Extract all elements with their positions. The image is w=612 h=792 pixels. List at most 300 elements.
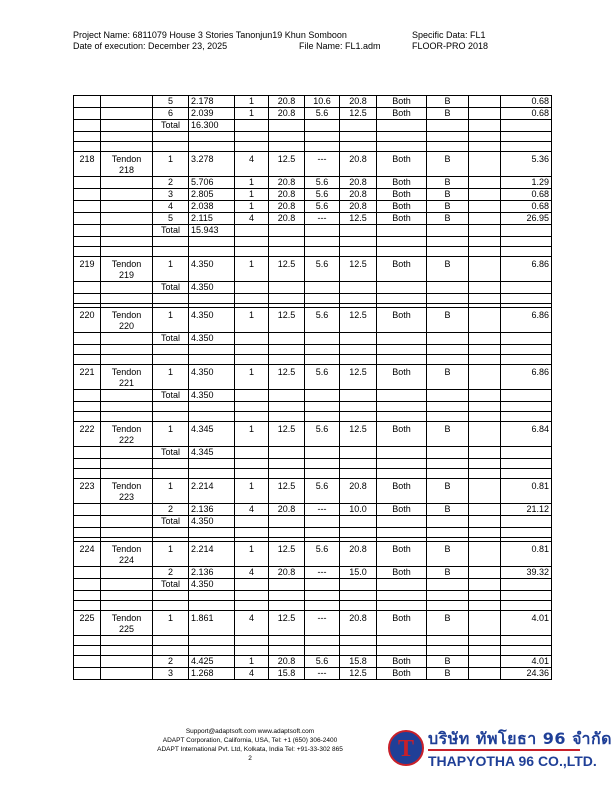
tendon-number [74, 656, 101, 668]
span-length: 1.268 [189, 668, 235, 680]
tendon-label [101, 225, 153, 237]
span-number [153, 247, 189, 257]
height-mid [305, 390, 340, 402]
span-length: 4.350 [189, 516, 235, 528]
system-type [427, 345, 469, 355]
spacer-row [74, 412, 552, 422]
blank-cell [469, 96, 501, 108]
system-type [427, 142, 469, 152]
span-number: 1 [153, 257, 189, 282]
span-length [189, 237, 235, 247]
anchor-type [377, 282, 427, 294]
blank-cell [469, 542, 501, 567]
tendon-number [74, 646, 101, 656]
value-cell [501, 646, 552, 656]
height-right [340, 412, 377, 422]
tendon-number: 222 [74, 422, 101, 447]
span-length [189, 294, 235, 304]
system-type [427, 579, 469, 591]
blank-cell [469, 591, 501, 601]
blank-cell [469, 447, 501, 459]
footer-usa-line: ADAPT Corporation, California, USA, Tel: +1 (650) 306-2400 [162, 737, 338, 744]
logo-emblem-icon [388, 730, 424, 766]
height-mid [305, 282, 340, 294]
tendon-label: Tendon 224 [101, 542, 153, 567]
table-row [74, 333, 552, 345]
height-mid: 5.6 [305, 542, 340, 567]
tendon-label [101, 120, 153, 132]
tendon-number [74, 213, 101, 225]
height-left [269, 579, 305, 591]
tendon-label [101, 601, 153, 611]
spacer-row [74, 355, 552, 365]
anchor-type [377, 294, 427, 304]
height-mid [305, 646, 340, 656]
profile-type [235, 294, 269, 304]
height-right: 10.0 [340, 504, 377, 516]
spacer-row [74, 528, 552, 538]
profile-type: 1 [235, 365, 269, 390]
table-row [74, 390, 552, 402]
profile-type: 1 [235, 656, 269, 668]
anchor-type [377, 142, 427, 152]
anchor-type [377, 601, 427, 611]
anchor-type: Both [377, 668, 427, 680]
value-cell: 6.84 [501, 422, 552, 447]
system-type: B [427, 257, 469, 282]
blank-cell [469, 108, 501, 120]
blank-cell [469, 579, 501, 591]
system-type [427, 237, 469, 247]
height-left [269, 294, 305, 304]
anchor-type [377, 333, 427, 345]
tendon-number: 223 [74, 479, 101, 504]
system-type [427, 459, 469, 469]
system-type: B [427, 213, 469, 225]
value-cell: 0.81 [501, 542, 552, 567]
value-cell [501, 591, 552, 601]
blank-cell [469, 247, 501, 257]
height-left: 20.8 [269, 108, 305, 120]
height-right: 15.8 [340, 656, 377, 668]
system-type: B [427, 201, 469, 213]
profile-type [235, 247, 269, 257]
spacer-row [74, 469, 552, 479]
span-number: Total [153, 282, 189, 294]
height-right: 12.5 [340, 308, 377, 333]
profile-type [235, 142, 269, 152]
height-left [269, 333, 305, 345]
height-mid [305, 355, 340, 365]
blank-cell [469, 120, 501, 132]
profile-type: 4 [235, 668, 269, 680]
tendon-label: Tendon 220 [101, 308, 153, 333]
height-left: 12.5 [269, 611, 305, 636]
tendon-label [101, 579, 153, 591]
table-row [74, 108, 552, 120]
height-left [269, 636, 305, 646]
tendon-number: 221 [74, 365, 101, 390]
height-left [269, 601, 305, 611]
span-number [153, 294, 189, 304]
tendon-label: Tendon 221 [101, 365, 153, 390]
system-type: B [427, 656, 469, 668]
height-left [269, 225, 305, 237]
anchor-type [377, 402, 427, 412]
tendon-label [101, 294, 153, 304]
span-length [189, 402, 235, 412]
height-left: 20.8 [269, 213, 305, 225]
software-version-line: FLOOR-PRO 2018 [412, 41, 489, 51]
system-type: B [427, 611, 469, 636]
value-cell [501, 345, 552, 355]
blank-cell [469, 333, 501, 345]
anchor-type [377, 345, 427, 355]
height-mid: 5.6 [305, 189, 340, 201]
blank-cell [469, 294, 501, 304]
span-number [153, 646, 189, 656]
height-right: 20.8 [340, 611, 377, 636]
profile-type: 4 [235, 152, 269, 177]
value-cell: 0.68 [501, 189, 552, 201]
anchor-type [377, 591, 427, 601]
span-length: 4.350 [189, 333, 235, 345]
height-right: 20.8 [340, 201, 377, 213]
tendon-label: Tendon 218 [101, 152, 153, 177]
height-right [340, 120, 377, 132]
tendon-number [74, 412, 101, 422]
blank-cell [469, 142, 501, 152]
profile-type: 1 [235, 96, 269, 108]
height-mid [305, 469, 340, 479]
blank-cell [469, 189, 501, 201]
height-mid: 5.6 [305, 422, 340, 447]
span-number [153, 237, 189, 247]
height-mid: 5.6 [305, 656, 340, 668]
spacer-row [74, 294, 552, 304]
span-length: 3.278 [189, 152, 235, 177]
span-number: 5 [153, 96, 189, 108]
tendon-label [101, 282, 153, 294]
tendon-number [74, 504, 101, 516]
tendon-label: Tendon 223 [101, 479, 153, 504]
blank-cell [469, 469, 501, 479]
span-length: 16.300 [189, 120, 235, 132]
spacer-row [74, 247, 552, 257]
height-right [340, 333, 377, 345]
blank-cell [469, 528, 501, 538]
tendon-label: Tendon 219 [101, 257, 153, 282]
profile-type [235, 601, 269, 611]
height-left: 12.5 [269, 308, 305, 333]
system-type: B [427, 668, 469, 680]
span-number: 3 [153, 668, 189, 680]
tendon-number [74, 108, 101, 120]
system-type [427, 516, 469, 528]
span-number [153, 142, 189, 152]
blank-cell [469, 213, 501, 225]
spacer-row [74, 459, 552, 469]
system-type: B [427, 479, 469, 504]
height-right: 20.8 [340, 189, 377, 201]
table-row [74, 96, 552, 108]
profile-type: 4 [235, 504, 269, 516]
span-length: 2.805 [189, 189, 235, 201]
spacer-row [74, 591, 552, 601]
value-cell [501, 579, 552, 591]
profile-type [235, 237, 269, 247]
profile-type [235, 636, 269, 646]
height-mid: 5.6 [305, 365, 340, 390]
tendon-number [74, 120, 101, 132]
value-cell [501, 142, 552, 152]
tendon-number [74, 459, 101, 469]
height-mid: 10.6 [305, 96, 340, 108]
tendon-number: 224 [74, 542, 101, 567]
anchor-type [377, 355, 427, 365]
anchor-type [377, 237, 427, 247]
height-right [340, 247, 377, 257]
span-length: 4.350 [189, 308, 235, 333]
height-right [340, 294, 377, 304]
value-cell: 0.68 [501, 201, 552, 213]
profile-type [235, 225, 269, 237]
value-cell [501, 355, 552, 365]
value-cell: 24.36 [501, 668, 552, 680]
tendon-label [101, 345, 153, 355]
tendon-label [101, 402, 153, 412]
tendon-label [101, 333, 153, 345]
height-right [340, 636, 377, 646]
tendon-label [101, 201, 153, 213]
height-mid: --- [305, 668, 340, 680]
table-row [74, 422, 552, 447]
height-mid [305, 516, 340, 528]
profile-type [235, 120, 269, 132]
span-length: 2.214 [189, 542, 235, 567]
span-length: 2.136 [189, 504, 235, 516]
tendon-label [101, 142, 153, 152]
table-row [74, 365, 552, 390]
height-mid: 5.6 [305, 201, 340, 213]
span-length: 4.345 [189, 447, 235, 459]
logo-divider [428, 749, 580, 751]
span-length [189, 412, 235, 422]
system-type [427, 601, 469, 611]
page-number: 2 [248, 755, 252, 762]
tendon-number [74, 177, 101, 189]
anchor-type: Both [377, 479, 427, 504]
blank-cell [469, 365, 501, 390]
value-cell [501, 412, 552, 422]
span-length: 5.706 [189, 177, 235, 189]
company-logo [388, 727, 612, 773]
span-number: 5 [153, 213, 189, 225]
profile-type: 1 [235, 257, 269, 282]
height-mid [305, 528, 340, 538]
tendon-label [101, 108, 153, 120]
height-left [269, 528, 305, 538]
system-type [427, 528, 469, 538]
anchor-type [377, 412, 427, 422]
system-type: B [427, 308, 469, 333]
height-mid [305, 120, 340, 132]
profile-type: 1 [235, 308, 269, 333]
height-mid [305, 447, 340, 459]
height-mid [305, 601, 340, 611]
spacer-row [74, 402, 552, 412]
anchor-type: Both [377, 213, 427, 225]
blank-cell [469, 308, 501, 333]
system-type [427, 282, 469, 294]
system-type: B [427, 542, 469, 567]
span-length: 4.350 [189, 579, 235, 591]
tendon-label [101, 567, 153, 579]
tendon-number [74, 345, 101, 355]
height-right [340, 646, 377, 656]
height-left [269, 355, 305, 365]
table-row [74, 516, 552, 528]
blank-cell [469, 516, 501, 528]
system-type [427, 355, 469, 365]
span-length: 1.861 [189, 611, 235, 636]
system-type: B [427, 177, 469, 189]
profile-type [235, 132, 269, 142]
height-mid: --- [305, 567, 340, 579]
value-cell [501, 282, 552, 294]
span-number: Total [153, 120, 189, 132]
span-length [189, 528, 235, 538]
profile-type: 4 [235, 567, 269, 579]
span-length: 2.178 [189, 96, 235, 108]
span-number [153, 591, 189, 601]
system-type [427, 591, 469, 601]
spacer-row [74, 646, 552, 656]
tendon-label [101, 355, 153, 365]
span-length: 2.038 [189, 201, 235, 213]
table-row [74, 282, 552, 294]
anchor-type: Both [377, 257, 427, 282]
blank-cell [469, 177, 501, 189]
span-length [189, 636, 235, 646]
height-mid: --- [305, 213, 340, 225]
spacer-row [74, 142, 552, 152]
profile-type [235, 282, 269, 294]
span-length [189, 646, 235, 656]
system-type [427, 120, 469, 132]
value-cell: 5.36 [501, 152, 552, 177]
profile-type: 1 [235, 177, 269, 189]
value-cell: 6.86 [501, 257, 552, 282]
table-row [74, 656, 552, 668]
profile-type [235, 579, 269, 591]
span-number [153, 132, 189, 142]
system-type: B [427, 365, 469, 390]
span-length: 15.943 [189, 225, 235, 237]
tendon-label: Tendon 225 [101, 611, 153, 636]
value-cell [501, 237, 552, 247]
span-length: 4.350 [189, 282, 235, 294]
tendon-number [74, 333, 101, 345]
anchor-type: Both [377, 611, 427, 636]
height-left [269, 459, 305, 469]
height-mid [305, 636, 340, 646]
profile-type: 1 [235, 189, 269, 201]
tendon-label [101, 528, 153, 538]
blank-cell [469, 567, 501, 579]
blank-cell [469, 355, 501, 365]
tendon-label [101, 636, 153, 646]
height-mid [305, 459, 340, 469]
height-left: 20.8 [269, 201, 305, 213]
height-left [269, 469, 305, 479]
tendon-number [74, 601, 101, 611]
value-cell [501, 120, 552, 132]
height-right [340, 528, 377, 538]
anchor-type [377, 516, 427, 528]
tendon-label [101, 656, 153, 668]
value-cell: 0.68 [501, 108, 552, 120]
system-type: B [427, 96, 469, 108]
height-mid: 5.6 [305, 257, 340, 282]
span-length [189, 469, 235, 479]
anchor-type [377, 120, 427, 132]
height-right [340, 591, 377, 601]
tendon-number: 218 [74, 152, 101, 177]
table-row [74, 201, 552, 213]
anchor-type [377, 390, 427, 402]
profile-type [235, 447, 269, 459]
tendon-number [74, 636, 101, 646]
span-length [189, 591, 235, 601]
value-cell: 0.81 [501, 479, 552, 504]
tendon-label [101, 591, 153, 601]
span-number [153, 355, 189, 365]
table-row [74, 504, 552, 516]
value-cell [501, 294, 552, 304]
height-left: 20.8 [269, 656, 305, 668]
height-right: 12.5 [340, 422, 377, 447]
span-number: 1 [153, 422, 189, 447]
span-number [153, 636, 189, 646]
value-cell: 4.01 [501, 611, 552, 636]
profile-type [235, 591, 269, 601]
logo-thai-name: บริษัท ทัพโยธา 96 จำกัด [428, 729, 612, 748]
height-right [340, 142, 377, 152]
height-left [269, 591, 305, 601]
system-type [427, 412, 469, 422]
footer-contact [130, 727, 370, 763]
tendon-number [74, 516, 101, 528]
height-left [269, 390, 305, 402]
value-cell [501, 390, 552, 402]
spacer-row [74, 132, 552, 142]
span-length: 2.115 [189, 213, 235, 225]
system-type [427, 225, 469, 237]
height-right: 12.5 [340, 257, 377, 282]
span-number: 4 [153, 201, 189, 213]
height-right [340, 579, 377, 591]
tendon-label [101, 96, 153, 108]
profile-type [235, 390, 269, 402]
file-name-line: File Name: FL1.adm [299, 41, 381, 51]
tendon-label [101, 668, 153, 680]
tendon-number [74, 447, 101, 459]
value-cell [501, 528, 552, 538]
value-cell: 1.29 [501, 177, 552, 189]
profile-type [235, 516, 269, 528]
blank-cell [469, 422, 501, 447]
